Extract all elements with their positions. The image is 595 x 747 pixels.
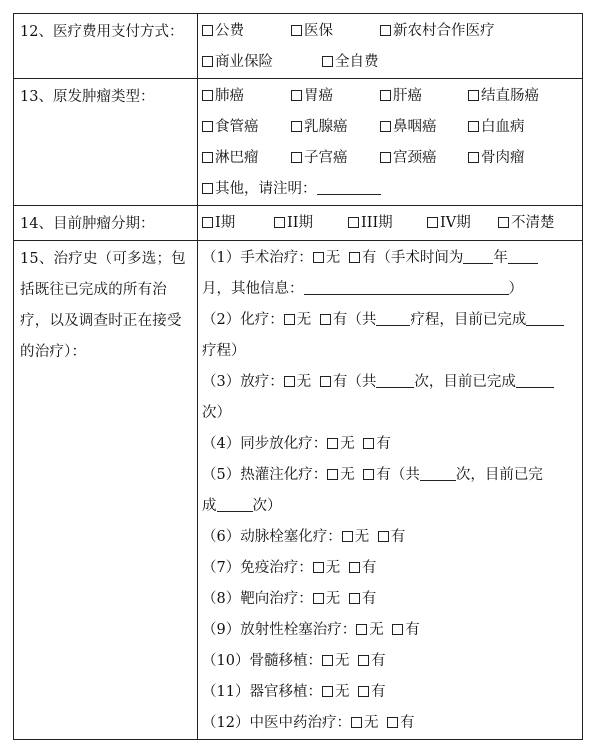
q13-option[interactable]: 肺癌 bbox=[202, 81, 244, 112]
q13-option[interactable]: 肝癌 bbox=[380, 81, 422, 112]
q15-label-cell bbox=[14, 241, 198, 740]
checkbox-icon[interactable] bbox=[202, 56, 213, 67]
checkbox-icon[interactable] bbox=[284, 314, 295, 325]
checkbox-icon[interactable] bbox=[498, 217, 509, 228]
q13-option[interactable]: 淋巴瘤 bbox=[202, 143, 259, 174]
q15-item-targeted: （8）靶向治疗： 无 有 bbox=[202, 591, 377, 607]
q12-row bbox=[14, 14, 583, 79]
q12-option-self-pay[interactable]: 全自费 bbox=[322, 47, 379, 78]
checkbox-icon[interactable] bbox=[363, 438, 374, 449]
q12-option-public[interactable]: 公费 bbox=[202, 16, 244, 47]
surgery-year-input[interactable] bbox=[463, 249, 493, 264]
q12-label-cell bbox=[14, 14, 198, 79]
q13-option[interactable]: 子宫癌 bbox=[291, 143, 348, 174]
q15-item-hipec: （5）热灌注化疗： 无 有（共 次，目前已完 bbox=[202, 467, 543, 483]
checkbox-icon[interactable] bbox=[392, 624, 403, 635]
checkbox-icon[interactable] bbox=[274, 217, 285, 228]
checkbox-icon[interactable] bbox=[327, 438, 338, 449]
checkbox-icon[interactable] bbox=[291, 25, 302, 36]
q14-option-stage3[interactable]: III期 bbox=[348, 208, 393, 239]
q15-label: 15、治疗史（可多选；包括既往已完成的所有治疗，以及调查时正在接受的治疗）： bbox=[20, 251, 186, 360]
radio-total-input[interactable] bbox=[376, 373, 414, 388]
q15-item-immuno: （7）免疫治疗： 无 有 bbox=[202, 560, 377, 576]
checkbox-icon[interactable] bbox=[320, 314, 331, 325]
q13-label-cell bbox=[14, 79, 198, 206]
checkbox-icon[interactable] bbox=[380, 152, 391, 163]
checkbox-icon[interactable] bbox=[358, 655, 369, 666]
q13-option[interactable]: 宫颈癌 bbox=[380, 143, 437, 174]
q13-option[interactable]: 胃癌 bbox=[291, 81, 333, 112]
q15-row bbox=[14, 241, 583, 740]
checkbox-icon[interactable] bbox=[202, 217, 213, 228]
checkbox-icon[interactable] bbox=[291, 152, 302, 163]
checkbox-icon[interactable] bbox=[322, 655, 333, 666]
q13-options-cell bbox=[198, 79, 583, 206]
q13-other-input[interactable] bbox=[317, 180, 381, 195]
radio-done-input[interactable] bbox=[516, 373, 554, 388]
checkbox-icon[interactable] bbox=[342, 531, 353, 542]
q13-option[interactable]: 骨肉瘤 bbox=[468, 143, 525, 174]
survey-form-table bbox=[13, 13, 583, 740]
checkbox-icon[interactable] bbox=[320, 376, 331, 387]
surgery-info-input[interactable] bbox=[304, 280, 509, 295]
q15-item-tace: （6）动脉栓塞化疗： 无 有 bbox=[202, 529, 406, 545]
checkbox-icon[interactable] bbox=[327, 469, 338, 480]
q13-label: 13、原发肿瘤类型： bbox=[20, 89, 155, 105]
checkbox-icon[interactable] bbox=[284, 376, 295, 387]
q15-item-concurrent: （4）同步放化疗： 无 有 bbox=[202, 436, 391, 452]
q13-option-other[interactable]: 其他，请注明： bbox=[202, 174, 381, 205]
q15-item-surgery: （1）手术治疗： 无 有（手术时间为 年 bbox=[202, 243, 578, 274]
q13-option[interactable]: 结直肠癌 bbox=[468, 81, 539, 112]
chemo-done-input[interactable] bbox=[526, 311, 564, 326]
q13-option[interactable]: 白血病 bbox=[468, 112, 525, 143]
checkbox-icon[interactable] bbox=[348, 217, 359, 228]
q13-row bbox=[14, 79, 583, 206]
q13-option[interactable]: 鼻咽癌 bbox=[380, 112, 437, 143]
checkbox-icon[interactable] bbox=[349, 252, 360, 263]
q12-option-commercial[interactable]: 商业保险 bbox=[202, 47, 273, 78]
q14-row bbox=[14, 206, 583, 241]
checkbox-icon[interactable] bbox=[356, 624, 367, 635]
q12-label: 12、医疗费用支付方式： bbox=[20, 24, 184, 40]
q15-item-bone-marrow: （10）骨髓移植： 无 有 bbox=[202, 653, 386, 669]
surgery-month-input[interactable] bbox=[508, 249, 538, 264]
q15-item-organ: （11）器官移植： 无 有 bbox=[202, 684, 386, 700]
q15-item-chemo: （2）化疗： 无 有（共 疗程，目前已完成 bbox=[202, 305, 578, 336]
q14-label: 14、目前肿瘤分期： bbox=[20, 216, 155, 232]
hipec-done-input[interactable] bbox=[217, 497, 253, 512]
checkbox-icon[interactable] bbox=[202, 121, 213, 132]
checkbox-icon[interactable] bbox=[202, 152, 213, 163]
checkbox-icon[interactable] bbox=[427, 217, 438, 228]
checkbox-icon[interactable] bbox=[380, 121, 391, 132]
q14-option-stage1[interactable]: I期 bbox=[202, 208, 235, 239]
checkbox-icon[interactable] bbox=[291, 121, 302, 132]
q14-option-stage2[interactable]: II期 bbox=[274, 208, 313, 239]
checkbox-icon[interactable] bbox=[358, 686, 369, 697]
checkbox-icon[interactable] bbox=[387, 717, 398, 728]
checkbox-icon[interactable] bbox=[378, 531, 389, 542]
hipec-total-input[interactable] bbox=[420, 466, 456, 481]
checkbox-icon[interactable] bbox=[349, 593, 360, 604]
q14-option-stage4[interactable]: IV期 bbox=[427, 208, 471, 239]
q15-item-radioembolization: （9）放射性栓塞治疗： 无 有 bbox=[202, 622, 420, 638]
checkbox-icon[interactable] bbox=[291, 90, 302, 101]
checkbox-icon[interactable] bbox=[313, 593, 324, 604]
checkbox-icon[interactable] bbox=[468, 121, 479, 132]
chemo-total-input[interactable] bbox=[376, 311, 410, 326]
q14-options-cell bbox=[198, 206, 583, 241]
checkbox-icon[interactable] bbox=[313, 562, 324, 573]
checkbox-icon[interactable] bbox=[380, 90, 391, 101]
checkbox-icon[interactable] bbox=[202, 25, 213, 36]
checkbox-icon[interactable] bbox=[202, 90, 213, 101]
checkbox-icon[interactable] bbox=[322, 686, 333, 697]
checkbox-icon[interactable] bbox=[363, 469, 374, 480]
q15-item-radio: （3）放疗： 无 有（共 次，目前已完成 bbox=[202, 367, 578, 398]
checkbox-icon[interactable] bbox=[380, 25, 391, 36]
q15-item-tcm: （12）中医中药治疗： 无 有 bbox=[202, 715, 415, 731]
q12-option-rural-coop[interactable]: 新农村合作医疗 bbox=[380, 16, 495, 47]
q12-option-insurance[interactable]: 医保 bbox=[291, 16, 333, 47]
q13-option[interactable]: 乳腺癌 bbox=[291, 112, 348, 143]
checkbox-icon[interactable] bbox=[202, 183, 213, 194]
checkbox-icon[interactable] bbox=[313, 252, 324, 263]
q12-options-cell bbox=[198, 14, 583, 79]
q14-label-cell bbox=[14, 206, 198, 241]
q13-option[interactable]: 食管癌 bbox=[202, 112, 259, 143]
q15-options-cell: （1）手术治疗： 无 有（手术时间为 年 月，其他信息： ） （2）化疗： 无 有（共 疗程，目前已完成 疗程） （3）放疗： 无 有（共 次，目前已完成 次） （4）同步放化疗： 无 有 （5）热灌注化疗： 无 有（共 次，目前已完 成 次） （6）动脉栓塞化疗： 无 有 （7）免疫治疗： 无 有 （8）靶向治疗： 无 有 （9）放射性栓塞治疗： 无 有 （10）骨髓移植： 无 有 （11）器官移植： 无 有 （12）中医中药治疗： 无 有 bbox=[198, 241, 583, 740]
checkbox-icon[interactable] bbox=[468, 152, 479, 163]
q14-option-unknown[interactable]: 不清楚 bbox=[498, 208, 555, 239]
checkbox-icon[interactable] bbox=[349, 562, 360, 573]
checkbox-icon[interactable] bbox=[322, 56, 333, 67]
checkbox-icon[interactable] bbox=[468, 90, 479, 101]
checkbox-icon[interactable] bbox=[351, 717, 362, 728]
